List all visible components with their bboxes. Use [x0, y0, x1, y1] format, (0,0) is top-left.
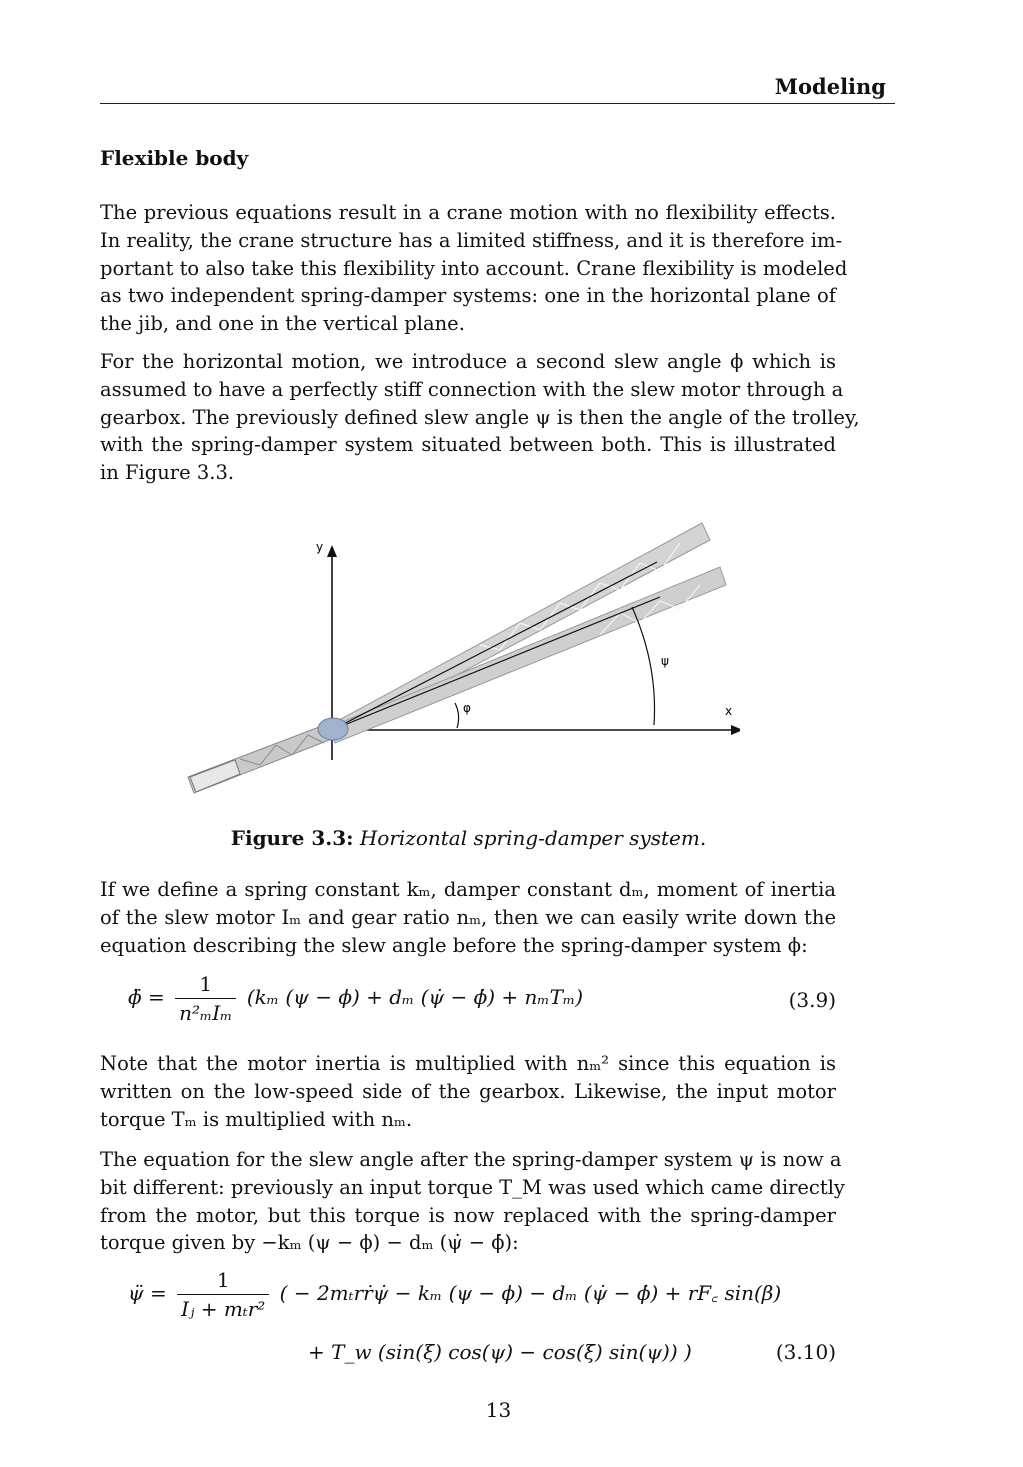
equation-fraction — [175, 972, 236, 1025]
text-line: The previous equations result in a crane motion with no flexibility effects. — [100, 201, 836, 224]
figure-caption-label: Figure 3.3: — [230, 826, 354, 850]
angle-psi-arc — [632, 607, 655, 725]
equation-number: (3.10) — [775, 1340, 836, 1364]
figure-caption-text: Horizontal spring-damper system. — [359, 826, 707, 850]
x-axis-arrowhead — [731, 725, 740, 735]
text-line: the jib, and one in the vertical plane. — [100, 312, 465, 336]
text-line: equation describing the slew angle before the spring-damper system ϕ: — [100, 933, 808, 957]
angle-phi-arc — [455, 703, 459, 728]
x-axis-label: x — [725, 704, 733, 718]
figure-slew-diagram — [180, 515, 740, 805]
figure-caption — [0, 826, 937, 850]
equation-number: (3.9) — [788, 988, 836, 1012]
fraction-denominator: Iⱼ + mₜr² — [181, 1297, 266, 1321]
text-line: In reality, the crane structure has a limited stiffness, and it is therefore im- — [100, 228, 843, 252]
text-line: torque given by −kₘ (ψ − ϕ) − dₘ (ψ̇ − ϕ̇): — [100, 1231, 519, 1255]
y-axis-arrowhead — [327, 545, 337, 557]
counterweight — [190, 760, 240, 792]
text-line: Note that the motor inertia is multiplied with nₘ² since this equation is — [100, 1052, 836, 1075]
text-line: with the spring-damper system situated between both. This is illustrated — [100, 433, 836, 457]
paragraph-5 — [100, 1146, 845, 1257]
text-line: gearbox. The previously defined slew angle ψ is then the angle of the trolley, — [100, 405, 860, 429]
equation-3-10-line-2: + T_w (sin(ξ) cos(ψ) − cos(ξ) sin(ψ)) ) — [308, 1340, 692, 1364]
equation-3-10-line-1 — [128, 1268, 781, 1321]
paragraph-4 — [100, 1050, 836, 1133]
paragraph-1 — [100, 199, 848, 338]
text-line: For the horizontal motion, we introduce a second slew angle ϕ which is — [100, 350, 836, 373]
text-line: as two independent spring-damper systems: one in the horizontal plane of — [100, 284, 836, 308]
equation-lhs: ϕ̈ = — [128, 985, 165, 1009]
jib-phi-centerline — [332, 562, 657, 730]
paragraph-2 — [100, 348, 860, 487]
equation-lhs: ψ̈ = — [128, 1281, 167, 1305]
equation-fraction — [177, 1268, 269, 1321]
fraction-numerator: 1 — [175, 972, 236, 999]
slew-joint — [318, 718, 348, 740]
text-line: written on the low-speed side of the gearbox. Likewise, the input motor — [100, 1079, 836, 1103]
section-title: Flexible body — [100, 146, 249, 170]
text-line: torque Tₘ is multiplied with nₘ. — [100, 1107, 413, 1131]
equation-rhs: (kₘ (ψ − ϕ) + dₘ (ψ̇ − ϕ̇) + nₘTₘ) — [246, 985, 584, 1009]
text-line: from the motor, but this torque is now replaced with the spring-damper — [100, 1203, 836, 1227]
y-axis-label: y — [316, 540, 324, 554]
text-line: assumed to have a perfectly stiff connection with the slew motor through a — [100, 377, 844, 401]
paragraph-3 — [100, 876, 836, 959]
text-line: portant to also take this flexibility into account. Crane flexibility is modeled — [100, 256, 848, 280]
text-line: in Figure 3.3. — [100, 461, 235, 485]
angle-psi-label: ψ — [661, 654, 669, 668]
text-line: bit different: previously an input torque T_M was used which came directly — [100, 1175, 845, 1199]
equation-line-1: ( − 2mₜrṙψ̇ − kₘ (ψ − ϕ) − dₘ (ψ̇ − ϕ̇) + rF꜀ sin(β) — [279, 1281, 782, 1305]
text-line: If we define a spring constant kₘ, damper constant dₘ, moment of inertia — [100, 878, 836, 901]
jib-psi-centerline — [332, 597, 660, 730]
text-line: The equation for the slew angle after the spring-damper system ψ is now a — [100, 1148, 842, 1171]
page-number: 13 — [485, 1398, 512, 1422]
angle-phi-label: φ — [463, 701, 471, 715]
equation-3-9 — [128, 972, 583, 1025]
running-header: Modeling — [774, 74, 886, 99]
header-rule — [100, 103, 895, 104]
text-line: of the slew motor Iₘ and gear ratio nₘ, then we can easily write down the — [100, 905, 836, 929]
fraction-numerator: 1 — [177, 1268, 269, 1295]
fraction-denominator: n²ₘIₘ — [179, 1001, 233, 1025]
